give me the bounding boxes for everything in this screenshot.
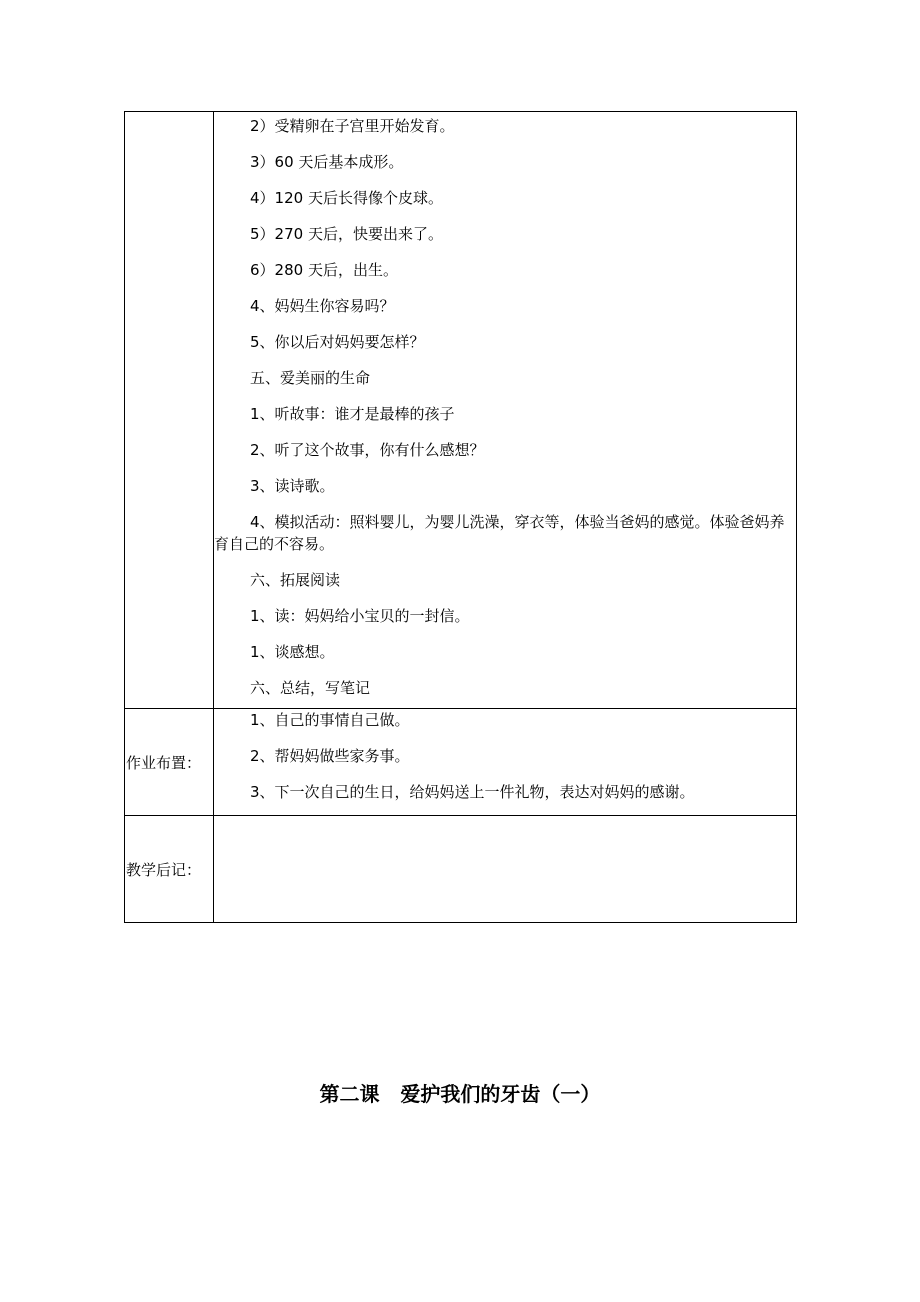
process-heading: 六、拓展阅读	[250, 571, 341, 589]
process-line: 4、妈妈生你容易吗？	[250, 297, 395, 315]
process-line: 3）60 天后基本成形。	[250, 153, 404, 171]
process-line: 3、读诗歌。	[250, 477, 335, 495]
process-line-wrapped: 4、模拟活动：照料婴儿，为婴儿洗澡，穿衣等，体验当爸妈的感觉。体验爸妈养育自己的不容易。	[214, 513, 785, 553]
process-line: 1、听故事：谁才是最棒的孩子	[250, 405, 455, 423]
notes-label: 教学后记：	[125, 816, 214, 923]
teaching-process-row	[125, 112, 797, 709]
homework-item: 1、自己的事情自己做。	[250, 711, 410, 729]
process-line: 5）270 天后，快要出来了。	[250, 225, 443, 243]
process-content-cell	[214, 112, 797, 709]
notes-content-cell	[214, 816, 797, 923]
homework-content-cell	[214, 709, 797, 816]
process-line: 4）120 天后长得像个皮球。	[250, 189, 443, 207]
lesson-plan-table	[124, 111, 797, 923]
process-line: 2）受精卵在子宫里开始发育。	[250, 117, 455, 135]
process-line: 6）280 天后，出生。	[250, 261, 398, 279]
homework-label: 作业布置：	[125, 709, 214, 816]
teaching-notes-row	[125, 816, 797, 923]
process-heading: 六、总结，写笔记	[250, 679, 371, 697]
process-heading: 五、爱美丽的生命	[250, 369, 371, 387]
process-line: 1、读：妈妈给小宝贝的一封信。	[250, 607, 470, 625]
homework-item: 2、帮妈妈做些家务事。	[250, 747, 410, 765]
process-label-cell	[125, 112, 214, 709]
homework-item: 3、下一次自己的生日，给妈妈送上一件礼物，表达对妈妈的感谢。	[250, 783, 695, 801]
next-lesson-title: 第二课 爱护我们的牙齿（一）	[319, 1082, 601, 1106]
homework-row	[125, 709, 797, 816]
process-line: 1、谈感想。	[250, 643, 335, 661]
process-line: 5、你以后对妈妈要怎样？	[250, 333, 425, 351]
process-line: 2、听了这个故事，你有什么感想？	[250, 441, 485, 459]
